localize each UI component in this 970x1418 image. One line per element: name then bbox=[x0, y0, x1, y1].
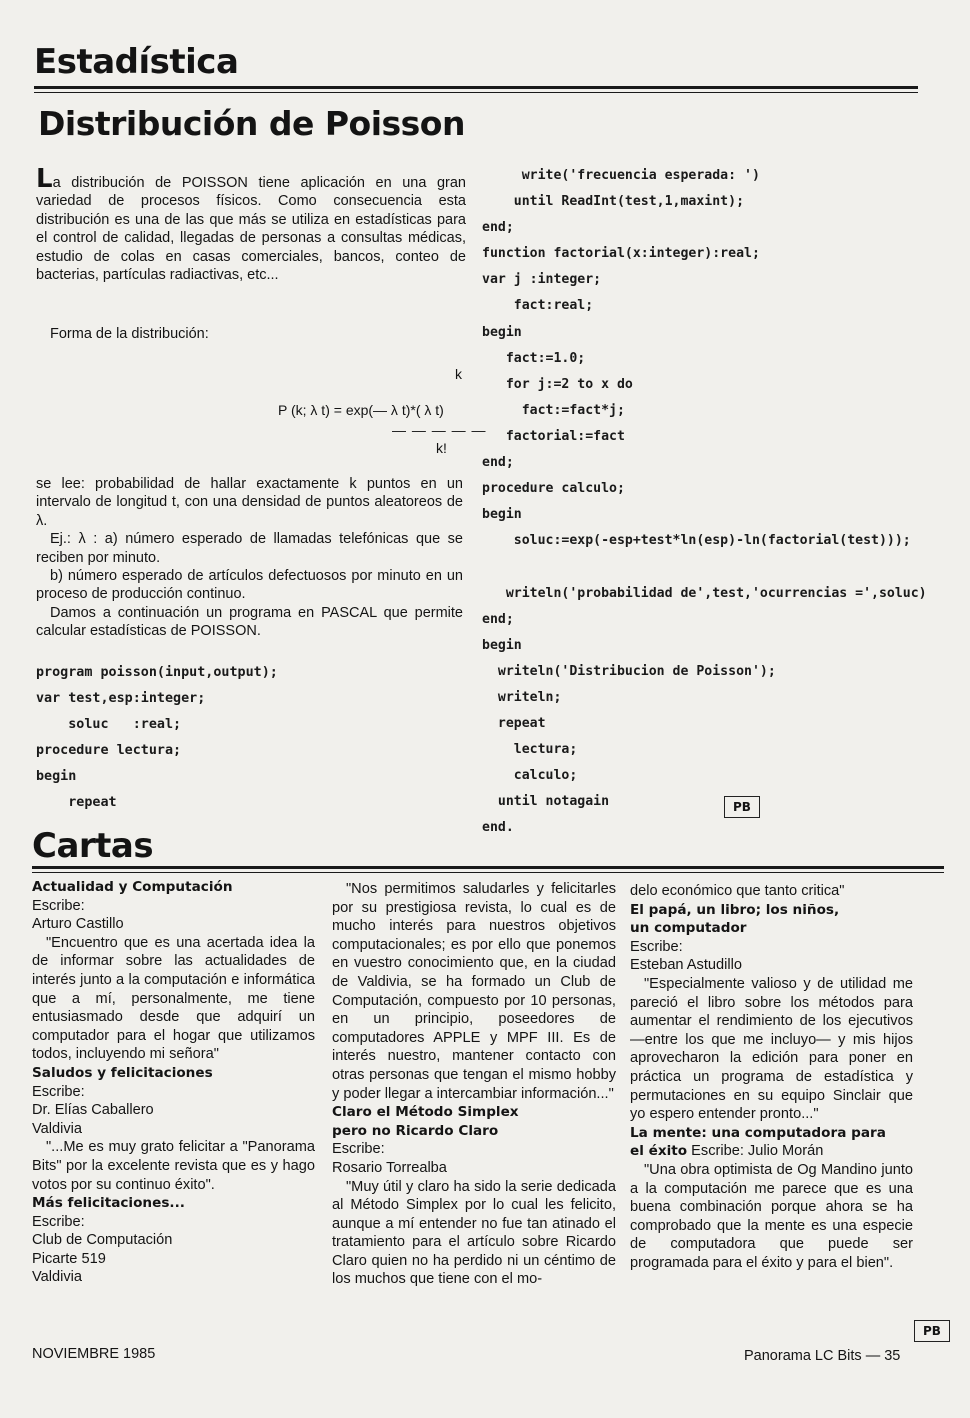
header-rule-thin bbox=[34, 92, 918, 93]
letter-line: Valdivia bbox=[32, 1269, 83, 1286]
letter-line: Arturo Castillo bbox=[32, 916, 124, 933]
letter-heading: Saludos y felicitaciones bbox=[32, 1064, 213, 1081]
cartas-column-2 bbox=[332, 880, 616, 1289]
letter-heading: Actualidad y Computación bbox=[32, 879, 233, 895]
letter-heading: pero no Ricardo Claro bbox=[332, 1122, 499, 1139]
letter-body: "Muy útil y claro ha sido la serie dedicada al Método Simplex por lo cual les felicito, aunque a mí entender no fue tan atinado el tratamiento para el artículo sobre Ricardo Claro quien no ha perdido ni un céntimo de los muchos que tiene con el mo- bbox=[332, 1178, 616, 1288]
cartas-column-1 bbox=[32, 878, 315, 1287]
formula-expression: P (k; λ t) = exp(— λ t)*( λ t) bbox=[278, 402, 444, 418]
pb-badge-article: PB bbox=[724, 796, 760, 818]
letter-line: Escribe: bbox=[32, 1213, 85, 1230]
letter-heading: Más felicitaciones... bbox=[32, 1195, 185, 1212]
paragraph: b) número esperado de artículos defectuosos por minuto en un proceso de producción continuo. bbox=[36, 568, 463, 603]
paragraph: Ej.: λ : a) número esperado de llamadas telefónicas que se reciben por minuto. bbox=[36, 531, 463, 566]
letter-line: Rosario Torrealba bbox=[332, 1159, 447, 1176]
letter-heading: La mente: una computadora para bbox=[630, 1124, 886, 1141]
letter-heading: el éxito bbox=[630, 1143, 688, 1160]
cartas-title: Cartas bbox=[32, 826, 154, 866]
letter-line: Picarte 519 bbox=[32, 1250, 106, 1267]
letter-line: Club de Computación bbox=[32, 1232, 173, 1249]
paragraph: se lee: probabilidad de hallar exactamente k puntos en un intervalo de longitud t, con una densidad de puntos aleatoreos de λ. bbox=[36, 476, 463, 529]
article-intro bbox=[36, 164, 466, 284]
footer-date: NOVIEMBRE 1985 bbox=[32, 1346, 156, 1362]
letter-line: Escribe: bbox=[332, 1141, 385, 1158]
footer-page: Panorama LC Bits — 35 bbox=[744, 1348, 901, 1364]
code-listing-left: program poisson(input,output); var test,esp:integer; soluc :real; procedure lectura; begin repeat bbox=[36, 665, 278, 810]
code-listing-right: write('frecuencia esperada: ') until ReadInt(test,1,maxint); end; function factorial(x:integer):real; var j :integer; fact:real; begin fact:=1.0; for j:=2 to x do fact:=fact*j; factorial:=fact end; procedure calculo; begin soluc:=exp(-esp+test*ln(esp)-ln(factorial(test))); writeln('probabilidad de',test,'ocurrencias =',soluc) end; begin writeln('Distribucion de Poisson'); writeln; repeat lectura; calculo; until notagain end. bbox=[482, 168, 927, 836]
letter-line: Valdivia bbox=[32, 1120, 83, 1137]
letter-heading: El papá, un libro; los niños, bbox=[630, 901, 840, 918]
letter-body: "Especialmente valioso y de utilidad me pareció el libro sobre los métodos para aumentar el rendimiento de los ejecutivos —entre los que me incluyo— y mis hijos aprovecharon la edición para poner en práctica un programa de estadística y permutaciones en su equipo Sinclair que yo espero entender pronto..." bbox=[630, 975, 913, 1123]
article-body bbox=[36, 475, 463, 641]
letter-body: "Nos permitimos saludarles y felicitarles por su prestigiosa revista, lo cual es de mucho interés para nuestros objetivos computacionales; es por ello que ponemos en vuestro conocimiento que, en la ciudad de Valdivia, se ha formado un Club de Computación, compuesto por 10 personas, en un principio, poseedores de computadores APPLE y MPF III. Es de interés nuestro, mantener contacto con otras personas que tengan el mismo hobby y poder llegar a intercambiar información..." bbox=[332, 881, 616, 1102]
letter-body: "Encuentro que es una acertada idea la de informar sobre las actualidades de interés junto a la computación e informática que a mí, personalmente, me tiene entusiasmado desde que adquirí un computador para el hogar que utilizamos todos, incluyendo mi señora" bbox=[32, 934, 315, 1063]
article-title: Distribución de Poisson bbox=[38, 104, 465, 143]
paragraph: Damos a continuación un programa en PASCAL que permite calcular estadísticas de POISSON. bbox=[36, 604, 463, 640]
cartas-rule-thick bbox=[32, 866, 944, 869]
letter-line: Dr. Elías Caballero bbox=[32, 1102, 154, 1119]
cartas-rule-thin bbox=[32, 872, 944, 873]
dropcap: L bbox=[36, 164, 53, 194]
letter-heading: un computador bbox=[630, 920, 747, 937]
intro-text: a distribución de POISSON tiene aplicación en una gran variedad de procesos físicos. Como consecuencia esta distribución es una de las que más se utiliza en estadísticas para el control de calidad, llegadas de personas a consultas médicas, estudio de colas en casas comerciales, bancos, conteo de bacterias, partículas radiactivas, etc... bbox=[36, 175, 466, 284]
letter-body: "...Me es muy grato felicitar a "Panorama Bits" por la excelente revista que es y hago votos por su continuo éxito". bbox=[32, 1139, 315, 1193]
header-rule-thick bbox=[34, 86, 918, 89]
letter-body: "Una obra optimista de Og Mandino junto a la computación me parece que es una buena combinación porque ahora se ha comprobado que la mente es una especie de computadora que puede ser programada para el éxito y para el bien". bbox=[630, 1161, 913, 1271]
letter-heading-mixed bbox=[630, 1142, 913, 1161]
section-label: Estadística bbox=[34, 42, 239, 82]
letter-line: Escribe: bbox=[32, 1083, 85, 1100]
formula-denominator: k! bbox=[436, 440, 447, 456]
formula-exponent: k bbox=[455, 366, 462, 382]
letter-line: Escribe: bbox=[32, 897, 85, 914]
cartas-column-3 bbox=[630, 882, 913, 1272]
formula-dashes: — — — — — bbox=[392, 422, 487, 438]
forma-label: Forma de la distribución: bbox=[50, 326, 209, 342]
letter-line: Escribe: bbox=[630, 938, 683, 955]
pb-badge-cartas: PB bbox=[914, 1320, 950, 1342]
letter-heading: Claro el Método Simplex bbox=[332, 1104, 519, 1121]
letter-line: Esteban Astudillo bbox=[630, 957, 742, 974]
letter-author: Escribe: Julio Morán bbox=[687, 1143, 824, 1160]
letter-line: delo económico que tanto critica" bbox=[630, 883, 845, 899]
